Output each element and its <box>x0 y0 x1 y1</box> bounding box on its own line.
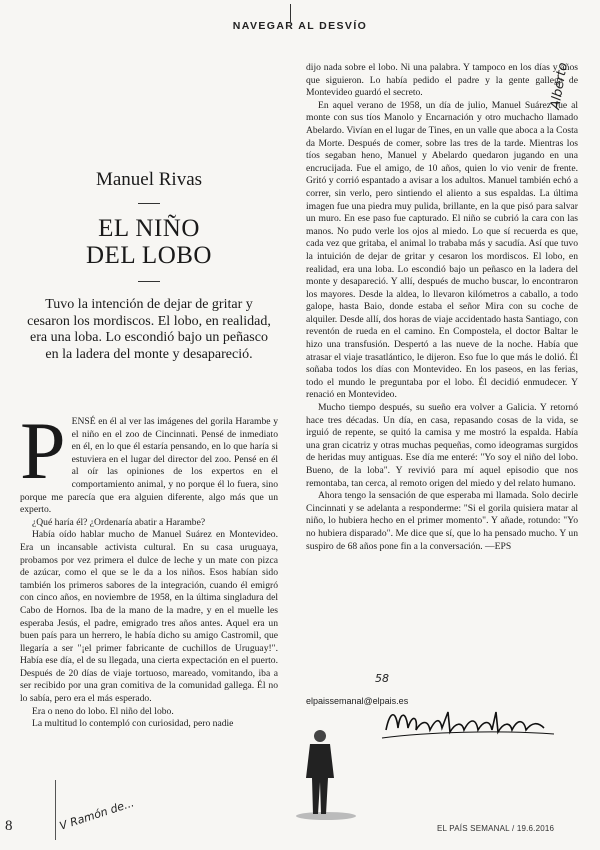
drop-cap: P <box>20 405 66 496</box>
handwritten-mark <box>55 780 56 840</box>
handwritten-margin-name: Alberto <box>548 61 571 111</box>
paragraph: ¿Qué haría él? ¿Ordenaría abatir a Harambe? <box>32 516 206 528</box>
paragraph: La multitud lo contempló con curiosidad, pero nadie <box>32 718 234 730</box>
divider <box>138 281 160 282</box>
publication-name: EL PAÍS SEMANAL <box>437 824 510 833</box>
page-number: 8 <box>5 818 13 834</box>
paragraph: ENSÉ en él al ver las imágenes del gorila Harambe y el niño en el zoo de Cincinnati. Pensé de inmediato en él, en lo que él estaría pensando, en lo que haría si estuviera en el lugar del director del zoo. Pensé en él al oír las opiniones de los expertos en el comportamiento animal, y no porque él lo fuera, sino porque me parecía que era alguien diferente, algo más que un experto. <box>20 416 278 516</box>
lead-paragraph: Tuvo la intención de dejar de gritar y cesaron los mordiscos. El lobo, en realidad, era una loba. Lo escondió bajo un peñasco en la ladera del monte y desapareció. <box>27 297 271 362</box>
paragraph: dijo nada sobre el lobo. Ni una palabra. Y tampoco en los días y años que siguieron. Lo había pedido el padre y la gente gallega de Montevideo guardó el secreto. <box>306 62 578 99</box>
contact-email[interactable]: elpaissemanal@elpais.es <box>306 696 409 706</box>
handwritten-correction: 58 <box>375 672 389 685</box>
body-column-left <box>20 405 278 731</box>
title-line-1: EL NIÑO <box>98 215 200 242</box>
paragraph: En aquel verano de 1958, un día de julio, Manuel Suárez fue al monte con sus tíos Manolo y Encarnación y otro muchacho llamado Abelardo. Vivían en el lugar de Tines, en un valle que aboca a la Costa da Morte. Después de comer, sobre las tres de la tarde. Mientras los tíos segaban heno, Manuel y Abelardo quedaron jugando en una encrucijada. Fue el amigo, de 10 años, quien lo vio venir de frente. Gritó y corrió espantado a avisar a los adultos. Manuel también echó a correr, sin verlo, pero sintiendo el aliento a sus espaldas. La última imagen fue una piedra muy pulida, brillante, en la que pisó para salvar un muro. En ese paso fue capturado. El niño se cubrió la cara con las manos. No pudo verle los ojos al miedo. Lo que sí recuerda es que, cada vez que gritaba, el animal lo trababa más y sacudía. Así que tuvo la intuición de dejar de gritar y cesaron los mordiscos. El lobo, en realidad, era una loba. Lo escondió bajo un peñasco en la ladera del monte y desapareció. Y allí, después de mucho buscar, lo encontraron los mayores. Desde la aldea, lo llevaron kilómetros a caballo, a todo galope, hasta Baio, donde estaba el señor Mira con su coche de alquiler. Desde allí, dos horas de viaje accidentado hasta Santiago, con reventón de rueda en el camino. En Compostela, el doctor Baltar le hizo una transfusión. Despertó a las nueve de la noche. Había que atrasar el viaje trasatlántico, le dijeron. Eso fue lo que más le dolió. Él soñaba todos los días con Montevideo. En los paseos, en las ferias, todo el mundo le preguntaba por el lobo. Él decidió enmudecer. Y renació en Montevideo. <box>306 99 578 401</box>
body-column-right <box>306 62 578 553</box>
publication-date: 19.6.2016 <box>516 824 555 833</box>
author-name: Manuel Rivas <box>95 169 203 190</box>
handwritten-note: V Ramón de... <box>57 796 136 833</box>
paragraph: Ahora tengo la sensación de que esperaba mi llamada. Solo decirle Cincinnati y se adelanta a responderme: "Si el gorila quisiera matar al niño, lo hubiera hecho en el primer momento". Y añade, rotundo: "Yo no hubiera disparado". Me dice que sí, que lo ha pensado mucho. Y un suspiro de 68 años pone fin a la conversación. —EPS <box>306 490 578 552</box>
divider <box>138 203 160 204</box>
paragraph: Mucho tiempo después, su sueño era volver a Galicia. Y retornó hace tres décadas. Un día, en casa, repasando cosas de la vida, se irguió de repente, se quitó la camisa y me mostró la espalda. Había una gran cicatriz y otras muchas pequeñas, como ideogramas surgidos de heridas muy antiguas. Ese día me enteré: "Yo soy el niño del lobo. Bueno, de la loba". Y revivió para mí aquel episodio que nos remontaba, tan cerca, al remoto origen del miedo y del relato humano. <box>306 402 578 489</box>
section-header: NAVEGAR AL DESVÍO <box>232 20 368 32</box>
title-line-2: DEL LOBO <box>86 242 212 269</box>
footer-credit <box>437 824 554 833</box>
author-signature <box>378 700 558 750</box>
separator: / <box>511 824 517 833</box>
author-portrait-figure <box>296 726 366 821</box>
paragraph: Era o neno do lobo. El niño del lobo. <box>32 705 174 717</box>
paragraph: Había oído hablar mucho de Manuel Suárez en Montevideo. Era un incansable activista cultural. En su casa uruguaya, probamos por vez primera el dulce de leche y un mate con pizca de azúcar, como el que se le da a los niños. Esos habían sido también los primeros sabores de la integración, cuando él emigró con cinco años, en noviembre de 1958, en la última singladura del Cabo de Hornos. Iba de la mano de la madre, y en el muelle les esperaba Jesús, el padre, emigrado tres años antes. Aquel era un buen país para un herrero, le había dicho su amigo Castromil, que llegaría a ser "¡el primer fabricante de cuchillos de Uruguay!". Había ese día, el de su llegada, una cierta expectación en el puerto. Después de 20 días de viaje tortuoso, mareado, vomitando, iba a ser recibido por una gran comitiva de la comunidad gallega. Él no lo sabía, pero era el más esperado. <box>20 529 278 705</box>
article-title <box>20 215 278 269</box>
